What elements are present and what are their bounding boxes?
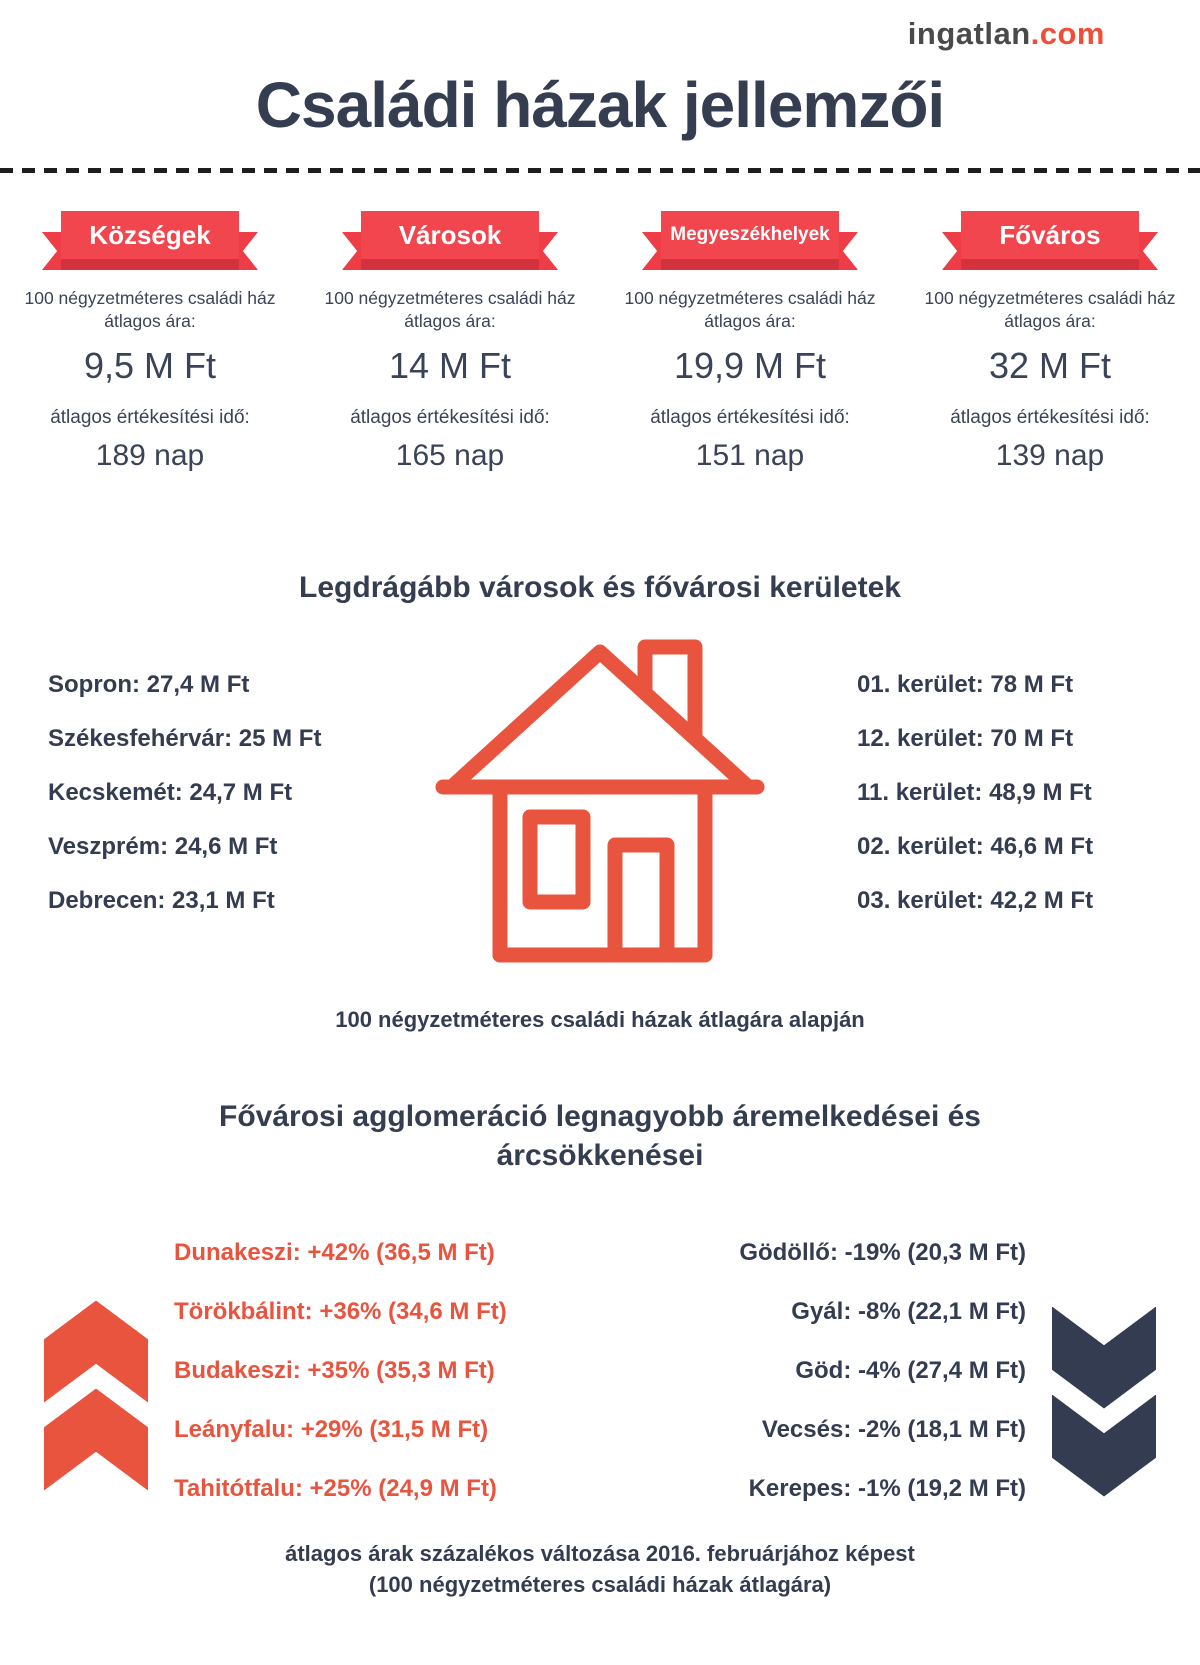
ribbon-fold (61, 258, 239, 270)
list-item: 12. kerület: 70 M Ft (857, 724, 1074, 752)
list-item: Leányfalu: +29% (31,5 M Ft) (174, 1415, 489, 1443)
chevron-up-icon (44, 1389, 148, 1491)
category-varosok (300, 211, 600, 473)
category-megyeszekhelyek (600, 211, 900, 473)
category-label: Községek (89, 219, 211, 250)
city-price-list (0, 629, 395, 941)
list-item: Veszprém: 24,6 M Ft (48, 832, 278, 860)
price-caption: 100 négyzetméteres családi ház átlagos ára: (624, 288, 876, 331)
list-item: Sopron: 27,4 M Ft (48, 670, 250, 698)
ribbon-fold (361, 258, 539, 270)
price-value: 32 M Ft (988, 344, 1112, 386)
expensive-section (0, 571, 1200, 1033)
time-caption: átlagos értékesítési idő: (950, 406, 1150, 428)
category-columns (0, 211, 1200, 473)
time-caption: átlagos értékesítési idő: (650, 406, 850, 428)
price-value: 19,9 M Ft (673, 344, 827, 386)
double-chevron-up-icon (44, 1301, 148, 1486)
logo-brand-text: ingatlan (907, 16, 1031, 51)
time-value: 139 nap (995, 438, 1105, 472)
price-caption: 100 négyzetméteres családi ház átlagos ára: (24, 288, 276, 331)
list-item: Gyál: -8% (22,1 M Ft) (791, 1297, 1026, 1325)
price-decrease-list (600, 1239, 1052, 1534)
footer-note-line2: (100 négyzetméteres családi házak átlagára) (368, 1572, 832, 1598)
list-item: Vecsés: -2% (18,1 M Ft) (761, 1415, 1026, 1443)
time-value: 151 nap (695, 438, 805, 472)
footer-note-line1: átlagos árak százalékos változása 2016. februárjához képest (285, 1540, 915, 1566)
price-caption: 100 négyzetméteres családi ház átlagos ára: (324, 288, 576, 331)
ribbon-banner-icon (942, 211, 1158, 275)
time-value: 165 nap (395, 438, 505, 472)
chevron-up-icon (44, 1301, 148, 1403)
ingatlan-logo (908, 16, 1105, 52)
ribbon-fold (661, 258, 839, 270)
expensive-footnote: 100 négyzetméteres családi házak átlagára alapján (335, 1006, 865, 1032)
page-title: Családi házak jellemzői (255, 69, 945, 141)
list-item: Dunakeszi: +42% (36,5 M Ft) (174, 1238, 495, 1266)
ribbon-banner-icon (642, 211, 858, 275)
ribbon-face (361, 211, 539, 259)
time-caption: átlagos értékesítési idő: (350, 406, 550, 428)
list-item: Székesfehérvár: 25 M Ft (48, 724, 322, 752)
list-item: Göd: -4% (27,4 M Ft) (795, 1356, 1026, 1384)
category-label: Főváros (999, 219, 1101, 250)
agglomeration-section-title: Fővárosi agglomeráció legnagyobb áremelkedései és árcsökkenései (219, 1099, 981, 1172)
ribbon-fold (961, 258, 1139, 270)
ribbon-face (661, 211, 839, 259)
list-item: 01. kerület: 78 M Ft (857, 670, 1074, 698)
house-icon (435, 637, 765, 967)
house-illustration (395, 629, 805, 967)
time-value: 189 nap (95, 438, 205, 472)
district-price-list (805, 629, 1200, 941)
list-item: 03. kerület: 42,2 M Ft (857, 886, 1094, 914)
list-item: Tahitótfalu: +25% (24,9 M Ft) (174, 1474, 497, 1502)
list-item: Debrecen: 23,1 M Ft (48, 886, 275, 914)
list-item: 02. kerület: 46,6 M Ft (857, 832, 1094, 860)
price-value: 9,5 M Ft (83, 344, 217, 386)
chevron-down-icon (1052, 1307, 1156, 1409)
agglomeration-section (0, 1097, 1200, 1602)
chevron-down-icon (1052, 1395, 1156, 1497)
list-item: 11. kerület: 48,9 M Ft (857, 778, 1092, 806)
double-chevron-down-icon (1052, 1307, 1156, 1492)
ribbon-banner-icon (42, 211, 258, 275)
footer-note (0, 1538, 1200, 1602)
ribbon-face (61, 211, 239, 259)
category-fovaros (900, 211, 1200, 473)
price-increase-list (148, 1239, 600, 1534)
logo-suffix-text: .com (1030, 16, 1105, 51)
dashed-divider (0, 168, 1200, 173)
ribbon-face (961, 211, 1139, 259)
category-label: Városok (398, 219, 502, 250)
ribbon-banner-icon (342, 211, 558, 275)
list-item: Gödöllő: -19% (20,3 M Ft) (739, 1238, 1026, 1266)
agglomeration-body (0, 1239, 1200, 1534)
list-item: Kecskemét: 24,7 M Ft (48, 778, 293, 806)
category-kozsegek (0, 211, 300, 473)
list-item: Budakeszi: +35% (35,3 M Ft) (174, 1356, 495, 1384)
list-item: Kerepes: -1% (19,2 M Ft) (748, 1474, 1026, 1502)
price-value: 14 M Ft (388, 344, 512, 386)
time-caption: átlagos értékesítési idő: (50, 406, 250, 428)
expensive-body (0, 629, 1200, 967)
expensive-section-title: Legdrágább városok és fővárosi kerületek (299, 570, 901, 604)
list-item: Törökbálint: +36% (34,6 M Ft) (174, 1297, 507, 1325)
price-caption: 100 négyzetméteres családi ház átlagos ára: (924, 288, 1176, 331)
category-label: Megyeszékhelyek (670, 224, 830, 245)
